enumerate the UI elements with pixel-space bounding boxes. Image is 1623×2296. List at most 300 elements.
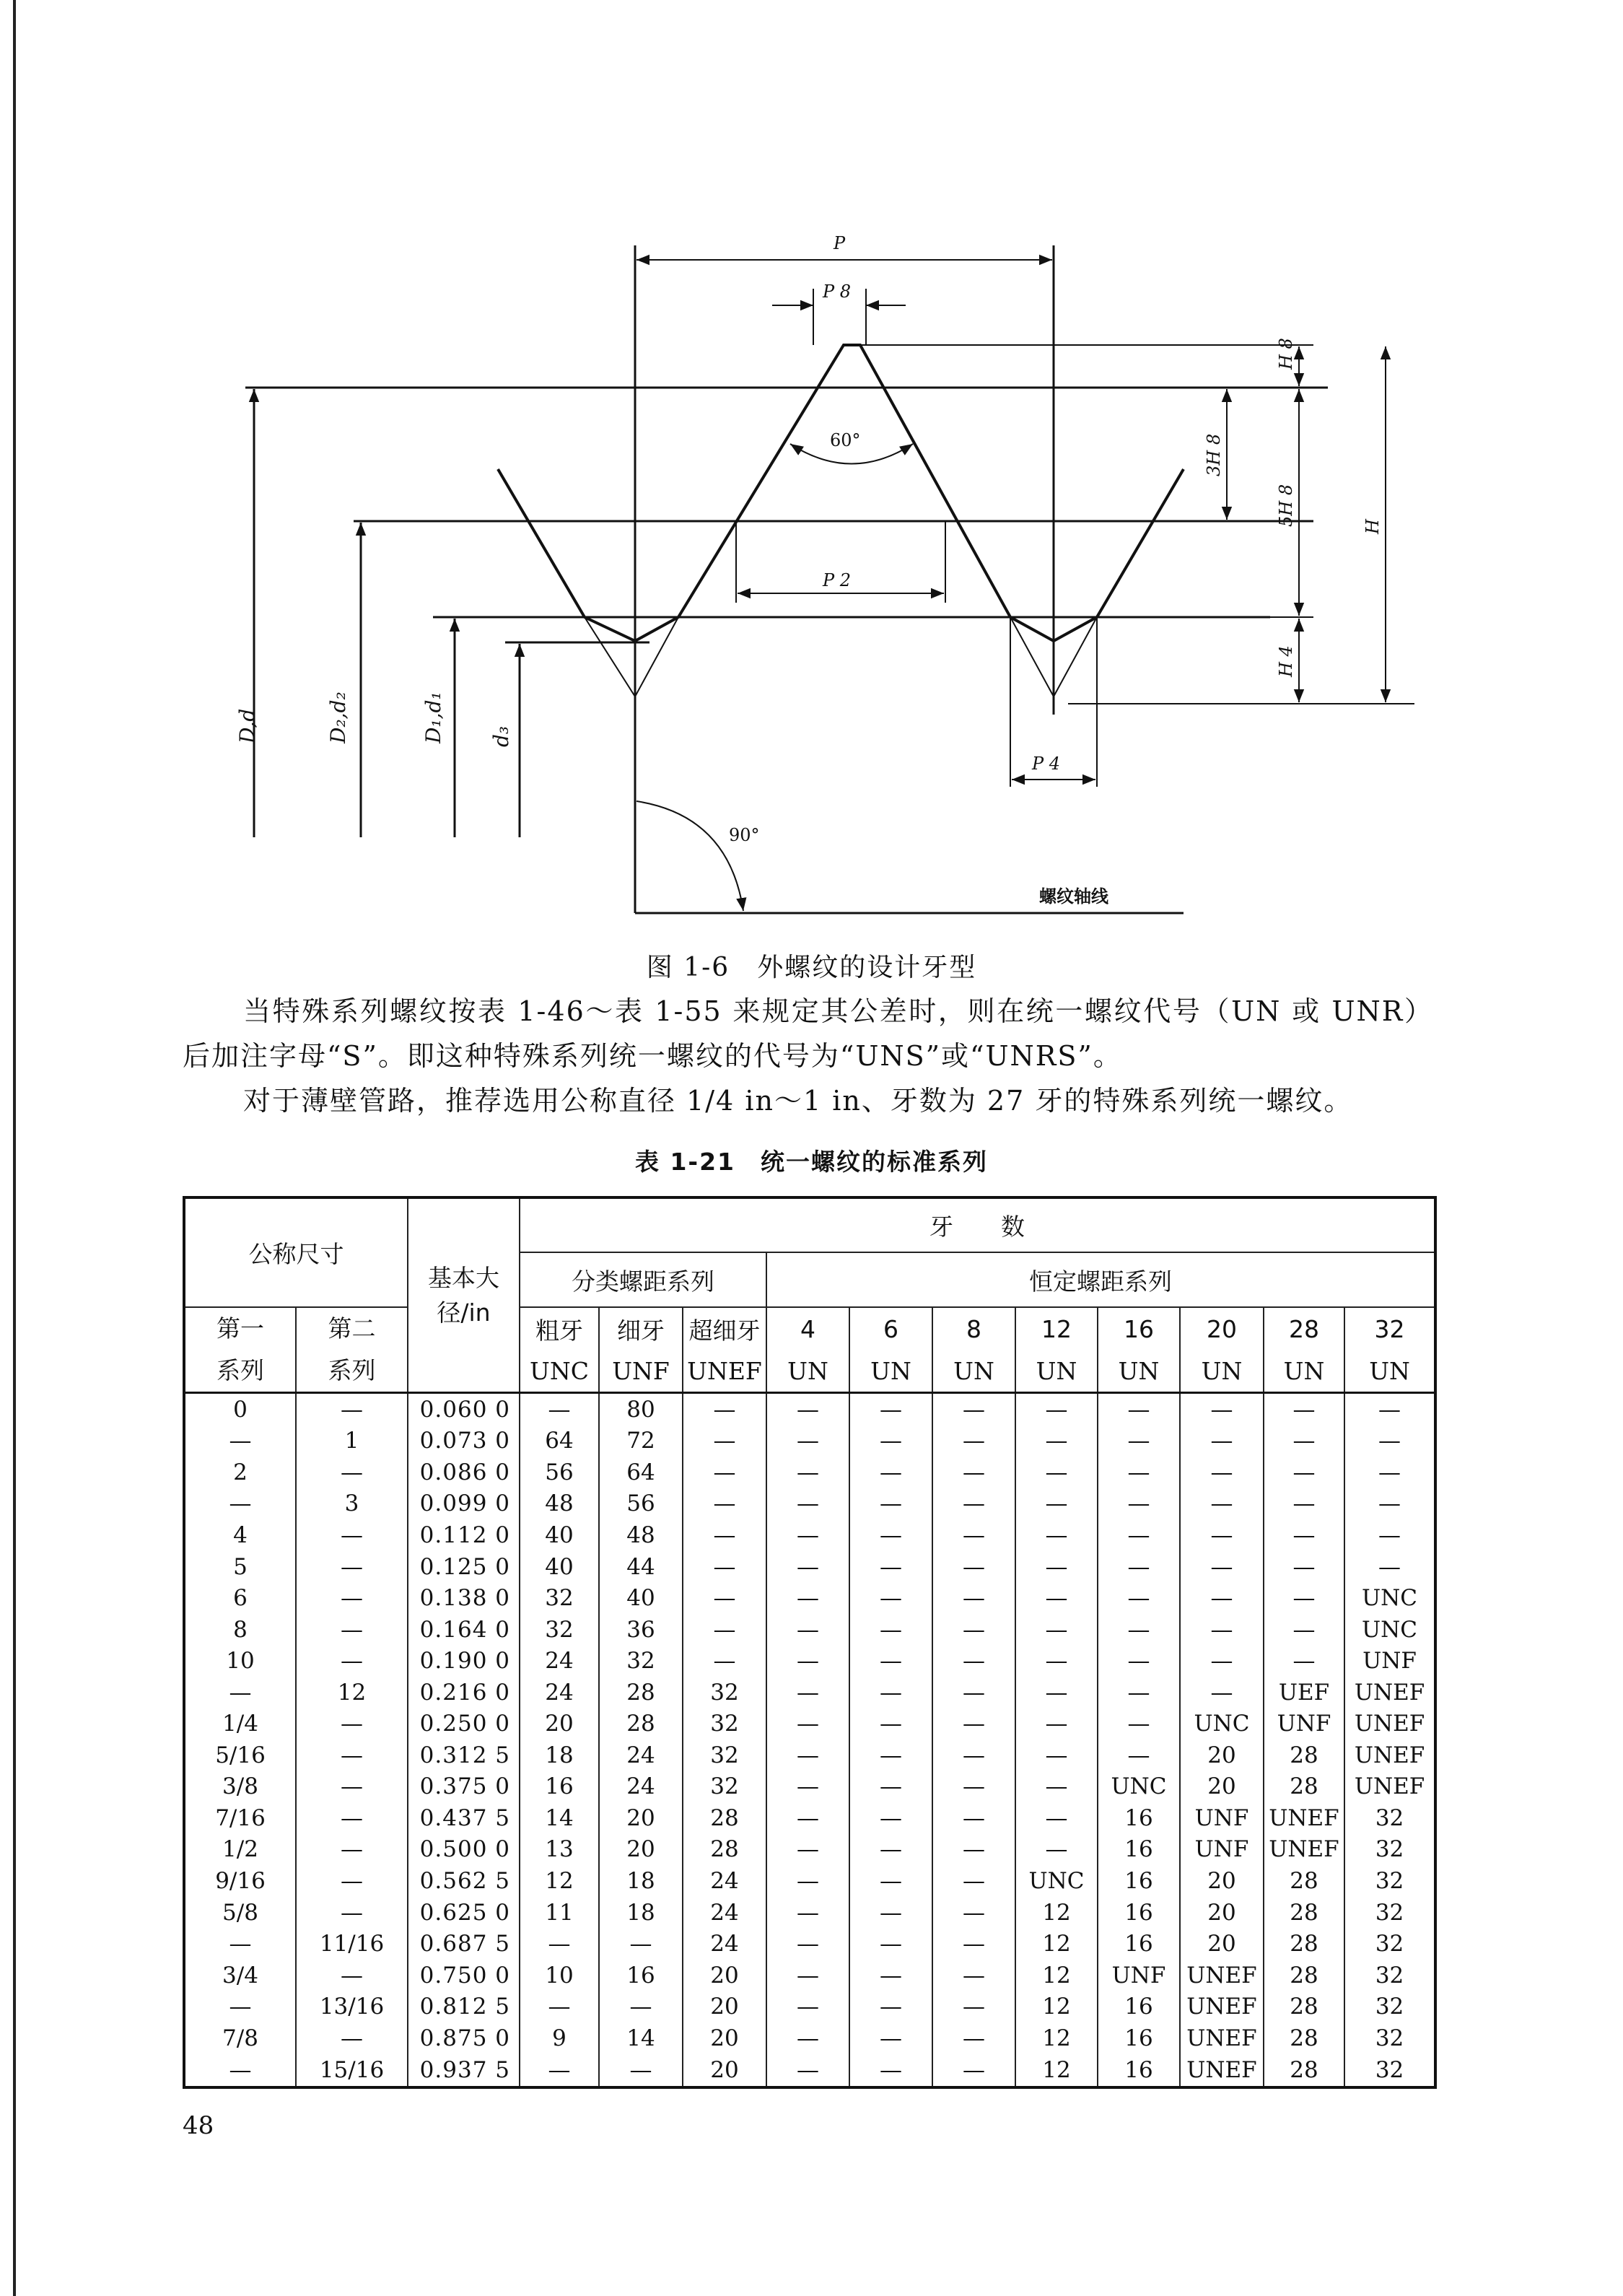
header-extra-fine: 超细牙 <box>683 1307 766 1350</box>
table-cell: — <box>296 1457 408 1488</box>
header-pitch-20: 20 <box>1180 1307 1264 1350</box>
table-cell: 24 <box>599 1771 683 1803</box>
label-h8: H 8 <box>1276 338 1296 370</box>
table-cell: 0.812 5 <box>408 1991 520 2022</box>
table-cell: UNEF <box>1180 1991 1264 2022</box>
table-cell: — <box>849 1802 932 1834</box>
table-cell: 12 <box>520 1865 599 1897</box>
table-cell: 24 <box>599 1740 683 1771</box>
table-cell: — <box>520 1393 599 1426</box>
table-cell: — <box>932 1991 1015 2022</box>
table-cell: — <box>1098 1708 1180 1740</box>
table-cell: — <box>1264 1457 1344 1488</box>
table-cell: — <box>683 1457 766 1488</box>
table-cell: — <box>1344 1519 1435 1551</box>
table-cell: — <box>1098 1457 1180 1488</box>
table-cell: 48 <box>599 1519 683 1551</box>
table-cell: 24 <box>683 1865 766 1897</box>
table-cell: — <box>849 1614 932 1646</box>
table-cell: — <box>1015 1488 1098 1520</box>
table-row <box>184 1928 1435 1960</box>
table-cell: — <box>296 1708 408 1740</box>
table-cell: — <box>849 1645 932 1677</box>
table-cell: 12 <box>1015 1897 1098 1929</box>
table-cell: 24 <box>683 1897 766 1929</box>
table-cell: — <box>766 1991 849 2022</box>
table-cell: UNEF <box>1344 1771 1435 1803</box>
table-cell: UNC <box>1098 1771 1180 1803</box>
table-cell: — <box>849 1740 932 1771</box>
table-cell: — <box>849 2022 932 2054</box>
header-major-diameter: 基本大径/in <box>408 1197 520 1393</box>
table-cell: — <box>683 1519 766 1551</box>
table-cell: UNEF <box>1344 1740 1435 1771</box>
table-cell: UNF <box>1180 1802 1264 1834</box>
table-cell: — <box>296 1771 408 1803</box>
table-row <box>184 1991 1435 2022</box>
table-cell: UNF <box>1098 1960 1180 1991</box>
label-90-degree: 90° <box>729 825 760 845</box>
label-3h8: 3H 8 <box>1204 433 1224 476</box>
table-cell: 64 <box>520 1426 599 1457</box>
table-cell: 20 <box>683 2022 766 2054</box>
label-h4: H 4 <box>1276 645 1296 677</box>
table-cell: — <box>683 1426 766 1457</box>
table-cell: — <box>184 1991 296 2022</box>
table-cell: — <box>932 1928 1015 1960</box>
table-cell: — <box>766 1488 849 1520</box>
table-cell: 32 <box>1344 1897 1435 1929</box>
table-row <box>184 1426 1435 1457</box>
table-cell: — <box>849 1426 932 1457</box>
table-cell: 44 <box>599 1551 683 1583</box>
table-cell: 0.164 0 <box>408 1614 520 1646</box>
table-cell: — <box>932 1393 1015 1426</box>
table-cell: — <box>184 1426 296 1457</box>
table-cell: — <box>296 1865 408 1897</box>
table-cell: 32 <box>683 1771 766 1803</box>
table-cell: 32 <box>1344 1865 1435 1897</box>
table-cell: 16 <box>520 1771 599 1803</box>
table-cell: — <box>766 1457 849 1488</box>
table-cell: 13/16 <box>296 1991 408 2022</box>
table-cell: — <box>683 1393 766 1426</box>
table-cell: — <box>932 1645 1015 1677</box>
table-cell: — <box>1098 1488 1180 1520</box>
table-cell: — <box>296 1582 408 1614</box>
table-cell: — <box>520 2054 599 2087</box>
table-title: 表 1-21 统一螺纹的标准系列 <box>634 1148 989 1176</box>
table-cell: — <box>766 1897 849 1929</box>
table-cell: — <box>766 1928 849 1960</box>
table-cell: — <box>683 1551 766 1583</box>
table-cell: 0.250 0 <box>408 1708 520 1740</box>
table-cell: 16 <box>1098 1865 1180 1897</box>
table-cell: 32 <box>1344 1928 1435 1960</box>
table-cell: 1 <box>296 1426 408 1457</box>
table-cell: — <box>1015 1582 1098 1614</box>
table-cell: — <box>932 1708 1015 1740</box>
table-cell: — <box>766 1960 849 1991</box>
table-row <box>184 2054 1435 2087</box>
table-cell: 1/4 <box>184 1708 296 1740</box>
table-cell: UNEF <box>1264 1802 1344 1834</box>
table-cell: 20 <box>520 1708 599 1740</box>
table-cell: 1/2 <box>184 1834 296 1866</box>
header-graded-pitch: 分类螺距系列 <box>520 1252 766 1307</box>
table-cell: UNEF <box>1180 2022 1264 2054</box>
table-cell: 20 <box>1180 1928 1264 1960</box>
header-first-series: 第一系列 <box>184 1307 296 1393</box>
table-cell: — <box>1015 1519 1098 1551</box>
table-cell: — <box>849 1551 932 1583</box>
table-cell: — <box>296 1614 408 1646</box>
table-row <box>184 1582 1435 1614</box>
table-cell: — <box>1264 1519 1344 1551</box>
table-cell: 28 <box>1264 1991 1344 2022</box>
table-cell: — <box>932 1960 1015 1991</box>
table-cell: 32 <box>520 1582 599 1614</box>
table-cell: — <box>1098 1551 1180 1583</box>
table-cell: 20 <box>599 1802 683 1834</box>
table-cell: — <box>849 1708 932 1740</box>
figure-caption: 图 1-6 外螺纹的设计牙型 <box>646 953 977 982</box>
table-cell: — <box>932 2022 1015 2054</box>
table-cell: — <box>1015 1677 1098 1708</box>
table-cell: 20 <box>1180 1897 1264 1929</box>
table-row <box>184 1645 1435 1677</box>
label-h: H <box>1362 519 1383 534</box>
table-cell: — <box>849 1457 932 1488</box>
table-cell: — <box>1264 1645 1344 1677</box>
table-cell: 0.216 0 <box>408 1677 520 1708</box>
header-un-20: UN <box>1180 1350 1264 1392</box>
table-row <box>184 1677 1435 1708</box>
table-cell: 11/16 <box>296 1928 408 1960</box>
paragraph-special-series: 当特殊系列螺纹按表 1-46～表 1-55 来规定其公差时，则在统一螺纹代号（UN 或 UNR）后加注字母“S”。即这种特殊系列统一螺纹的代号为“UNS”或“UNRS”。 <box>183 995 1433 1072</box>
page-number: 48 <box>183 2111 214 2140</box>
table-cell: — <box>766 1834 849 1866</box>
table-cell: 13 <box>520 1834 599 1866</box>
table-row <box>184 1960 1435 1991</box>
table-cell: 15/16 <box>296 2054 408 2087</box>
table-cell: — <box>932 1614 1015 1646</box>
table-cell: 18 <box>520 1740 599 1771</box>
table-cell: 5 <box>184 1551 296 1583</box>
table-cell: — <box>599 1928 683 1960</box>
table-cell: — <box>683 1488 766 1520</box>
table-cell: — <box>1264 1582 1344 1614</box>
table-cell: 0.138 0 <box>408 1582 520 1614</box>
table-cell: 3/8 <box>184 1771 296 1803</box>
header-second-series: 第二系列 <box>296 1307 408 1393</box>
table-cell: — <box>520 1928 599 1960</box>
table-cell: UNC <box>1180 1708 1264 1740</box>
header-pitch-8: 8 <box>932 1307 1015 1350</box>
table-cell: — <box>1180 1645 1264 1677</box>
table-cell: 16 <box>1098 2022 1180 2054</box>
unified-thread-table <box>183 1196 1437 2089</box>
table-cell: — <box>1344 1426 1435 1457</box>
table-cell: 0.112 0 <box>408 1519 520 1551</box>
table-cell: 16 <box>1098 1897 1180 1929</box>
table-cell: — <box>932 1677 1015 1708</box>
table-cell: 72 <box>599 1426 683 1457</box>
table-cell: 0.500 0 <box>408 1834 520 1866</box>
table-cell: — <box>1180 1519 1264 1551</box>
table-cell: 14 <box>520 1802 599 1834</box>
table-cell: — <box>296 1960 408 1991</box>
table-cell: 28 <box>1264 2054 1344 2087</box>
table-cell: 56 <box>599 1488 683 1520</box>
table-cell: 12 <box>1015 2054 1098 2087</box>
table-cell: — <box>1344 1488 1435 1520</box>
table-cell: — <box>1264 1551 1344 1583</box>
table-cell: 0.375 0 <box>408 1771 520 1803</box>
table-cell: 0.190 0 <box>408 1645 520 1677</box>
table-cell: — <box>766 1614 849 1646</box>
table-cell: — <box>1180 1582 1264 1614</box>
table-cell: 28 <box>1264 1928 1344 1960</box>
table-cell: — <box>184 1677 296 1708</box>
table-cell: 36 <box>599 1614 683 1646</box>
table-cell: 56 <box>520 1457 599 1488</box>
table-cell: 16 <box>1098 2054 1180 2087</box>
table-cell: 28 <box>599 1708 683 1740</box>
table-cell: — <box>766 1802 849 1834</box>
table-cell: UNEF <box>1344 1708 1435 1740</box>
header-un-8: UN <box>932 1350 1015 1392</box>
table-cell: 0.625 0 <box>408 1897 520 1929</box>
table-cell: 0.937 5 <box>408 2054 520 2087</box>
table-cell: — <box>1015 1834 1098 1866</box>
table-cell: — <box>849 1865 932 1897</box>
table-cell: 0.099 0 <box>408 1488 520 1520</box>
table-cell: 32 <box>1344 2054 1435 2087</box>
table-cell: 32 <box>1344 1960 1435 1991</box>
table-cell: — <box>1015 1551 1098 1583</box>
table-cell: — <box>296 1393 408 1426</box>
table-cell: 3/4 <box>184 1960 296 1991</box>
table-cell: — <box>766 1519 849 1551</box>
table-cell: 32 <box>1344 1802 1435 1834</box>
table-cell: 48 <box>520 1488 599 1520</box>
table-cell: — <box>1015 1740 1098 1771</box>
table-cell: 20 <box>1180 1771 1264 1803</box>
table-cell: — <box>849 1393 932 1426</box>
header-pitch-32: 32 <box>1344 1307 1435 1350</box>
table-cell: 40 <box>599 1582 683 1614</box>
table-cell: 24 <box>520 1677 599 1708</box>
table-cell: — <box>849 2054 932 2087</box>
label-dd: D,d <box>235 708 259 743</box>
table-cell: — <box>766 1393 849 1426</box>
table-cell: 24 <box>520 1645 599 1677</box>
table-row <box>184 1457 1435 1488</box>
table-cell: — <box>1180 1551 1264 1583</box>
header-constant-pitch: 恒定螺距系列 <box>766 1252 1435 1307</box>
table-cell: 14 <box>599 2022 683 2054</box>
table-cell: 18 <box>599 1865 683 1897</box>
table-cell: — <box>932 1551 1015 1583</box>
table-cell: 12 <box>1015 1928 1098 1960</box>
header-unc: UNC <box>520 1350 599 1392</box>
table-cell: 28 <box>1264 1771 1344 1803</box>
table-cell: 16 <box>1098 1834 1180 1866</box>
table-cell: 28 <box>599 1677 683 1708</box>
header-unef: UNEF <box>683 1350 766 1392</box>
table-cell: 10 <box>184 1645 296 1677</box>
table-cell: 7/8 <box>184 2022 296 2054</box>
header-un-4: UN <box>766 1350 849 1392</box>
header-pitch-4: 4 <box>766 1307 849 1350</box>
table-cell: 11 <box>520 1897 599 1929</box>
table-cell: 12 <box>296 1677 408 1708</box>
table-cell: — <box>1180 1488 1264 1520</box>
table-cell: UNC <box>1344 1582 1435 1614</box>
table-cell: — <box>1180 1677 1264 1708</box>
table-cell: 40 <box>520 1519 599 1551</box>
table-cell: 12 <box>1015 1991 1098 2022</box>
table-cell: — <box>296 1897 408 1929</box>
table-cell: 28 <box>1264 2022 1344 2054</box>
table-cell: 40 <box>520 1551 599 1583</box>
table-cell: — <box>932 1802 1015 1834</box>
table-row <box>184 1897 1435 1929</box>
table-cell: — <box>932 1426 1015 1457</box>
table-cell: — <box>766 1708 849 1740</box>
table-cell: — <box>1264 1614 1344 1646</box>
table-cell: 32 <box>683 1740 766 1771</box>
table-cell: — <box>683 1614 766 1646</box>
table-cell: — <box>184 1928 296 1960</box>
table-cell: 9 <box>520 2022 599 2054</box>
table-cell: 12 <box>1015 2022 1098 2054</box>
table-cell: — <box>849 1960 932 1991</box>
table-cell: 0.562 5 <box>408 1865 520 1897</box>
table-cell: 20 <box>683 2054 766 2087</box>
table-cell: UNEF <box>1344 1677 1435 1708</box>
table-cell: — <box>1098 1519 1180 1551</box>
table-cell: — <box>932 1865 1015 1897</box>
table-cell: — <box>932 1897 1015 1929</box>
header-un-28: UN <box>1264 1350 1344 1392</box>
table-cell: UEF <box>1264 1677 1344 1708</box>
label-p8: P 8 <box>823 281 852 302</box>
label-p2: P 2 <box>823 570 852 590</box>
table-cell: — <box>1264 1393 1344 1426</box>
table-cell: UNF <box>1344 1645 1435 1677</box>
table-cell: — <box>1180 1393 1264 1426</box>
table-cell: 0.073 0 <box>408 1426 520 1457</box>
table-cell: 6 <box>184 1582 296 1614</box>
table-cell: 32 <box>1344 1834 1435 1866</box>
table-cell: 32 <box>1344 1991 1435 2022</box>
thread-profile-diagram <box>216 217 1443 938</box>
table-cell: — <box>766 1677 849 1708</box>
table-cell: 0.750 0 <box>408 1960 520 1991</box>
table-cell: — <box>1180 1614 1264 1646</box>
table-cell: — <box>296 1519 408 1551</box>
header-fine: 细牙 <box>599 1307 683 1350</box>
label-thread-axis: 螺纹轴线 <box>1039 886 1108 907</box>
table-cell: — <box>932 2054 1015 2087</box>
table-cell: — <box>1015 1645 1098 1677</box>
table-cell: 7/16 <box>184 1802 296 1834</box>
table-cell: UNF <box>1180 1834 1264 1866</box>
table-cell: 32 <box>1344 2022 1435 2054</box>
table-cell: 28 <box>1264 1865 1344 1897</box>
table-row <box>184 2022 1435 2054</box>
table-cell: — <box>932 1740 1015 1771</box>
table-cell: — <box>1015 1771 1098 1803</box>
label-5h8: 5H 8 <box>1276 484 1296 527</box>
table-cell: — <box>1098 1582 1180 1614</box>
table-cell: — <box>1344 1551 1435 1583</box>
table-cell: 5/16 <box>184 1740 296 1771</box>
table-cell: — <box>849 1488 932 1520</box>
table-cell: — <box>683 1645 766 1677</box>
table-body <box>184 1393 1435 2087</box>
table-cell: 28 <box>1264 1960 1344 1991</box>
table-cell: — <box>766 1740 849 1771</box>
table-row <box>184 1740 1435 1771</box>
table-row <box>184 1488 1435 1520</box>
header-un-16: UN <box>1098 1350 1180 1392</box>
table-cell: — <box>766 1582 849 1614</box>
table-cell: — <box>932 1519 1015 1551</box>
paragraph-thin-wall: 对于薄壁管路，推荐选用公称直径 1/4 in～1 in、牙数为 27 牙的特殊系列统一螺纹。 <box>243 1085 1353 1117</box>
table-cell: 0.437 5 <box>408 1802 520 1834</box>
label-d2d2: D₂,d₂ <box>326 691 350 743</box>
table-cell: — <box>766 2022 849 2054</box>
table-cell: — <box>849 1834 932 1866</box>
table-cell: 0.086 0 <box>408 1457 520 1488</box>
table-cell: 20 <box>599 1834 683 1866</box>
table-cell: 8 <box>184 1614 296 1646</box>
table-cell: — <box>1344 1393 1435 1426</box>
table-cell: — <box>849 1897 932 1929</box>
table-cell: — <box>766 1551 849 1583</box>
table-cell: — <box>1264 1426 1344 1457</box>
table-cell: 64 <box>599 1457 683 1488</box>
table-cell: — <box>1015 1393 1098 1426</box>
table-cell: 20 <box>683 1991 766 2022</box>
table-cell: — <box>520 1991 599 2022</box>
table-cell: 20 <box>1180 1865 1264 1897</box>
table-cell: — <box>932 1457 1015 1488</box>
table-cell: 28 <box>683 1802 766 1834</box>
table-row <box>184 1519 1435 1551</box>
table-cell: — <box>296 1551 408 1583</box>
table-cell: — <box>932 1834 1015 1866</box>
label-d1d1: D₁,d₁ <box>421 691 445 743</box>
table-cell: — <box>599 2054 683 2087</box>
header-nominal-size: 公称尺寸 <box>184 1197 408 1307</box>
table-cell: — <box>1098 1645 1180 1677</box>
table-cell: — <box>683 1582 766 1614</box>
label-p: P <box>834 233 846 253</box>
table-cell: — <box>1015 1614 1098 1646</box>
table-cell: — <box>766 2054 849 2087</box>
table-row <box>184 1834 1435 1866</box>
table-cell: 0 <box>184 1393 296 1426</box>
table-cell: — <box>1180 1426 1264 1457</box>
table-cell: 32 <box>520 1614 599 1646</box>
table-cell: — <box>849 1519 932 1551</box>
table-cell: UNC <box>1344 1614 1435 1646</box>
table-cell: — <box>932 1771 1015 1803</box>
